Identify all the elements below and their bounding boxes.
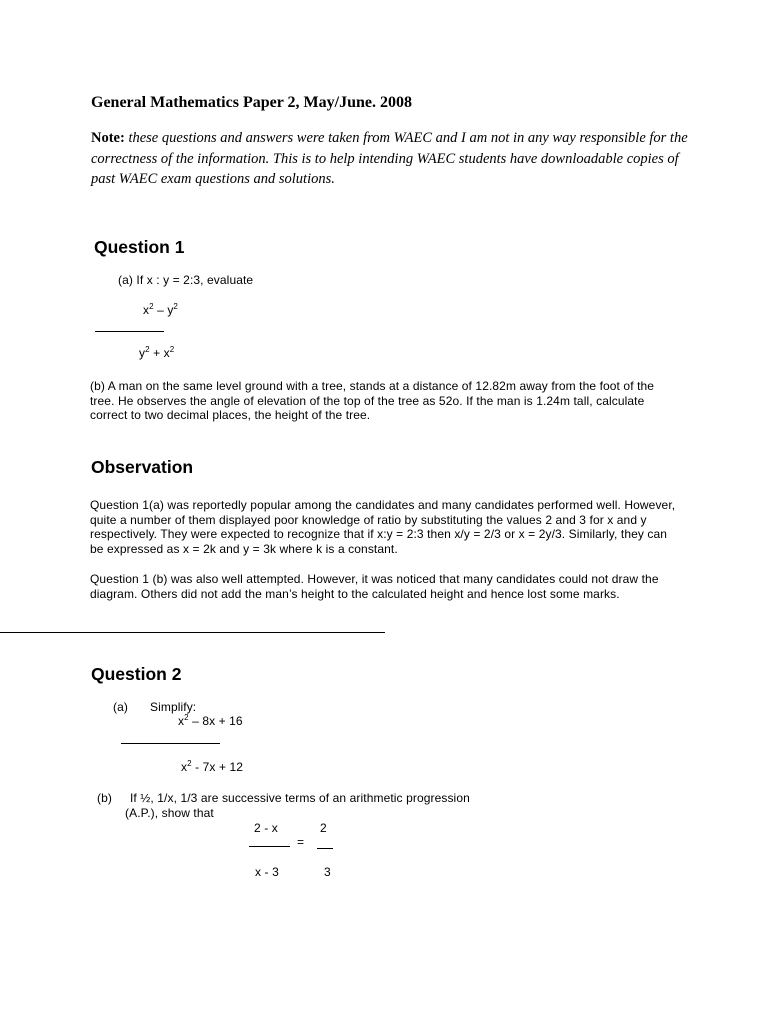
- question-2a-text: Simplify:: [150, 700, 197, 714]
- note-label: Note:: [91, 130, 125, 146]
- num-exponent: 2: [184, 713, 189, 722]
- fraction-1-bar: [95, 331, 164, 332]
- den-exponent: 2: [187, 759, 192, 768]
- question-1a-text: (a) If x : y = 2:3, evaluate: [118, 273, 254, 287]
- num-x: x: [143, 303, 150, 317]
- document-title: General Mathematics Paper 2, May/June. 2008: [91, 94, 412, 111]
- den-plus-x: + x: [149, 346, 170, 360]
- num-x-exponent: 2: [149, 302, 154, 311]
- den-x-exponent: 2: [169, 345, 175, 354]
- observation-heading: Observation: [91, 457, 194, 477]
- num-y-exponent: 2: [173, 302, 178, 311]
- fraction-1-denominator: [139, 346, 174, 361]
- section-divider: [0, 632, 385, 633]
- lhs-fraction-bar: [249, 846, 290, 847]
- fraction-1-numerator: [143, 303, 178, 318]
- question-2-heading: Question 2: [91, 664, 182, 684]
- lhs-denominator: x - 3: [255, 865, 279, 879]
- den-y: y: [139, 346, 146, 360]
- question-2b-line-2: (A.P.), show that: [125, 806, 214, 820]
- den-rest: - 7x + 12: [191, 760, 244, 774]
- fraction-2-numerator: [178, 714, 243, 729]
- fraction-2-bar: [121, 743, 220, 744]
- question-2a-label: (a): [113, 700, 128, 714]
- observation-paragraph-1: Question 1(a) was reportedly popular among the candidates and many candidates performed well. However, quite a number of them displayed poor knowledge of ratio by substituting the values 2 and 3 for x and y respectively. They were expected to recognize that if x:y = 2:3 then x/y = 2/3 or x = 2y/3. Similarly, they can be expressed as x = 2k and y = 3k where k is a constant.: [90, 498, 676, 556]
- disclaimer-note: [91, 128, 691, 190]
- question-1-heading: Question 1: [94, 237, 185, 257]
- note-text: these questions and answers were taken from WAEC and I am not in any way responsible for the correctness of the information. This is to help intending WAEC students have downloadable copies of past WAEC exam questions and solutions.: [91, 130, 688, 187]
- equals-sign: =: [297, 835, 305, 849]
- question-1b-text: (b) A man on the same level ground with a tree, stands at a distance of 12.82m away from the foot of the tree. He observes the angle of elevation of the top of the tree as 52o. If the man is 1.24m tall, calculate correct to two decimal places, the height of the tree.: [90, 379, 655, 422]
- rhs-fraction-bar: [317, 848, 333, 849]
- rhs-numerator: 2: [320, 821, 327, 835]
- den-y-exponent: 2: [145, 345, 150, 354]
- question-2b-label: (b): [97, 791, 112, 805]
- den-x: x: [181, 760, 188, 774]
- rhs-denominator: 3: [324, 865, 331, 879]
- num-minus-y: – y: [153, 303, 174, 317]
- fraction-2-denominator: [181, 760, 243, 775]
- num-rest: – 8x + 16: [188, 714, 243, 728]
- question-2b-line-1: If ½, 1/x, 1/3 are successive terms of an arithmetic progression: [130, 791, 470, 805]
- lhs-numerator: 2 - x: [254, 821, 278, 835]
- observation-paragraph-2: Question 1 (b) was also well attempted. However, it was noticed that many candidates could not draw the diagram. Others did not add the man’s height to the calculated height and hence lost some marks.: [90, 572, 659, 601]
- num-x: x: [178, 714, 185, 728]
